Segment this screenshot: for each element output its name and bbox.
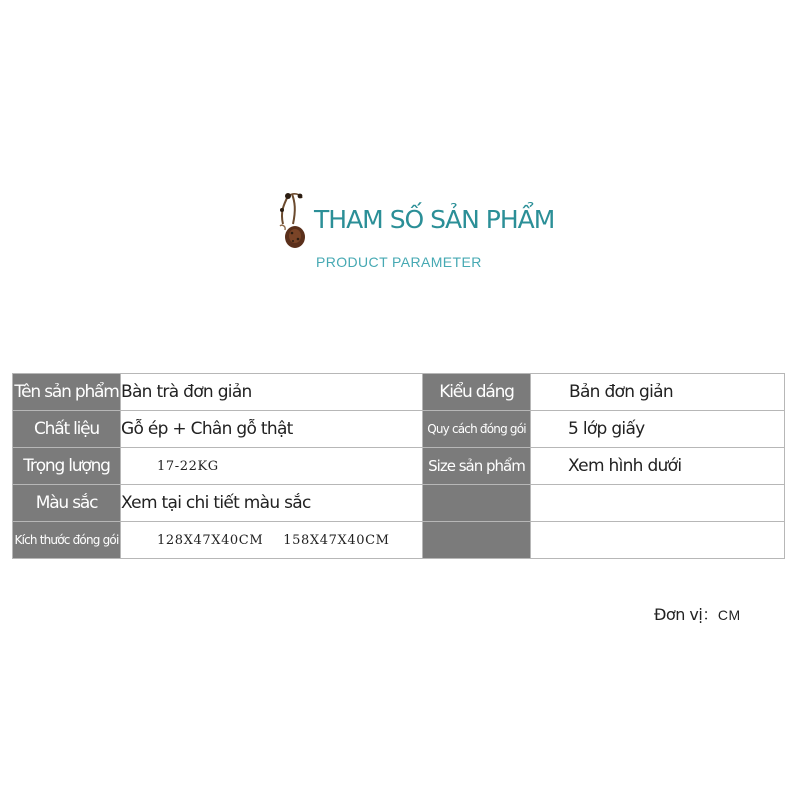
param-label-packaging-spec: Quy cách đóng gói: [423, 411, 531, 448]
param-label-product-size: Size sản phẩm: [423, 448, 531, 485]
page-subtitle: PRODUCT PARAMETER: [316, 254, 482, 270]
param-label-empty: [423, 522, 531, 559]
param-label-weight: Trọng lượng: [13, 448, 121, 485]
param-label-style: Kiểu dáng: [423, 374, 531, 411]
table-row: [13, 411, 785, 448]
param-label-package-size: Kích thước đóng gói: [13, 522, 121, 559]
param-value-color: Xem tại chi tiết màu sắc: [121, 485, 423, 522]
param-value-empty: [531, 485, 785, 522]
unit-note: [654, 602, 741, 625]
param-label-product-name: Tên sản phẩm: [13, 374, 121, 411]
param-value-empty: [531, 522, 785, 559]
package-size-option-2: 158X47X40CM: [283, 532, 390, 548]
param-value-material: Gỗ ép + Chân gỗ thật: [121, 411, 423, 448]
param-label-empty: [423, 485, 531, 522]
param-label-material: Chất liệu: [13, 411, 121, 448]
param-value-packaging-spec: 5 lớp giấy: [531, 411, 785, 448]
param-value-weight: 17-22KG: [121, 448, 423, 485]
table-row: [13, 448, 785, 485]
guitar-vase-icon: [274, 190, 310, 250]
unit-label: Đơn vị：: [654, 605, 718, 624]
table-row: [13, 485, 785, 522]
product-parameter-table: [12, 373, 785, 559]
param-value-product-name: Bàn trà đơn giản: [121, 374, 423, 411]
table-row: [13, 522, 785, 559]
param-value-product-size: Xem hình dưới: [531, 448, 785, 485]
param-label-color: Màu sắc: [13, 485, 121, 522]
package-size-option-1: 128X47X40CM: [157, 532, 264, 548]
unit-value: CM: [717, 607, 741, 623]
page-title: THAM SỐ SẢN PHẨM: [314, 205, 555, 234]
param-value-package-size: [121, 522, 423, 559]
param-value-style: Bản đơn giản: [531, 374, 785, 411]
table-row: [13, 374, 785, 411]
page-header: [0, 0, 800, 300]
